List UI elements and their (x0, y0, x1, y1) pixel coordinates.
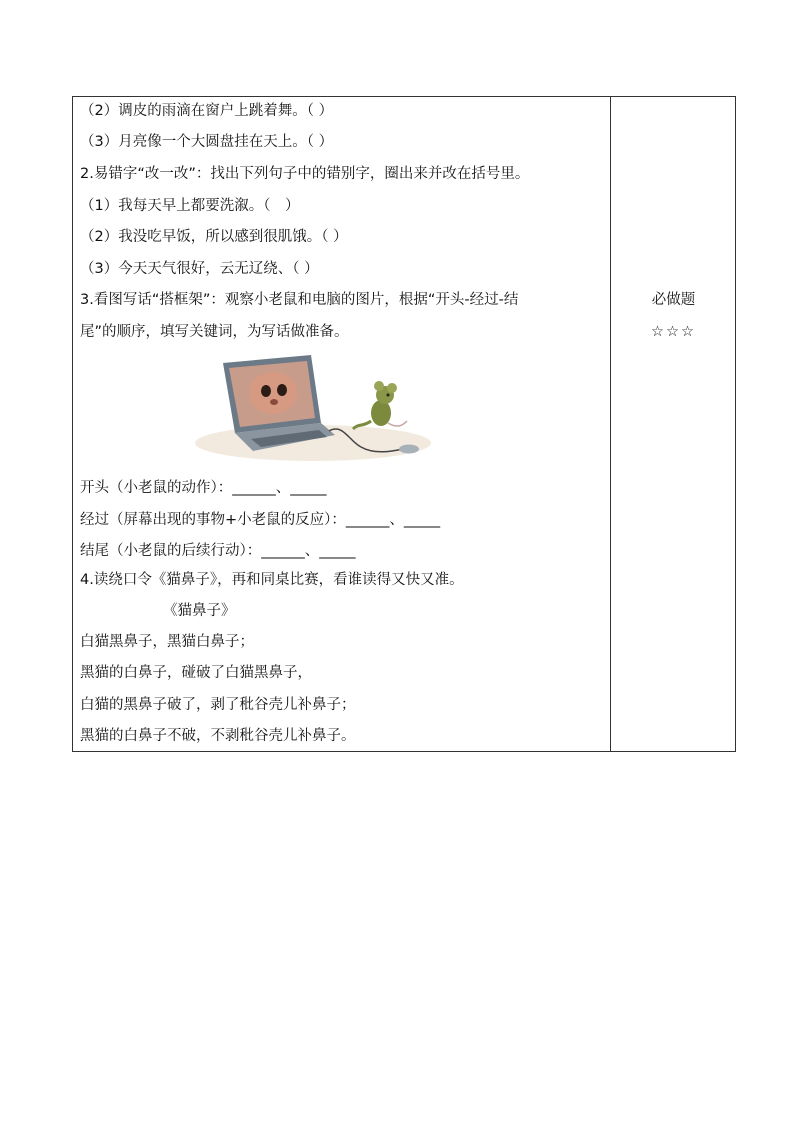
tongue-twister-line-2: 黑猫的白鼻子，碰破了白猫黑鼻子， (80, 665, 312, 681)
outline-middle: 经过（屏幕出现的事物+小老鼠的反应）：______、_____ (80, 512, 441, 528)
tongue-twister-line-1: 白猫黑鼻子，黑猫白鼻子； (80, 634, 254, 650)
exercise-table (72, 96, 736, 752)
q2-item-1: （1）我每天早上都要洗溆。（ ） (80, 198, 300, 214)
tongue-twister-title: 《猫鼻子》 (163, 603, 236, 619)
tongue-twister-line-3: 白猫的黑鼻子破了，剥了秕谷壳儿补鼻子； (80, 697, 356, 713)
difficulty-column (611, 97, 736, 751)
q4-heading: 4.读绕口令《猫鼻子》，再和同桌比赛，看谁读得又快又准。 (80, 572, 464, 588)
q2-item-3: （3）今天天气很好，云无辽绕、（ ） (80, 261, 319, 277)
tongue-twister-line-4: 黑猫的白鼻子不破，不剥秕谷壳儿补鼻子。 (80, 728, 356, 744)
outline-ending: 结尾（小老鼠的后续行动）：______、_____ (80, 543, 356, 559)
q2-item-2: （2）我没吃早饭，所以感到很肌饿。（ ） (80, 229, 348, 245)
outline-beginning: 开头（小老鼠的动作）：______、_____ (80, 480, 327, 496)
q2-heading: 2.易错字“改一改”：找出下列句子中的错别字，圈出来并改在括号里。 (80, 166, 530, 182)
star-rating: ☆☆☆ (651, 324, 696, 340)
q3-heading-line1: 3.看图写话“搭框架”：观察小老鼠和电脑的图片，根据“开头-经过-结 (80, 292, 519, 308)
required-label: 必做题 (651, 292, 696, 308)
q3-heading-line2: 尾”的顺序，填写关键词，为写话做准备。 (80, 324, 349, 340)
line-personification-2: （2）调皮的雨滴在窗户上跳着舞。（ ） (80, 103, 334, 119)
line-simile-3: （3）月亮像一个大圆盘挂在天上。（ ） (80, 134, 334, 150)
mouse-computer-illustration (193, 351, 433, 463)
